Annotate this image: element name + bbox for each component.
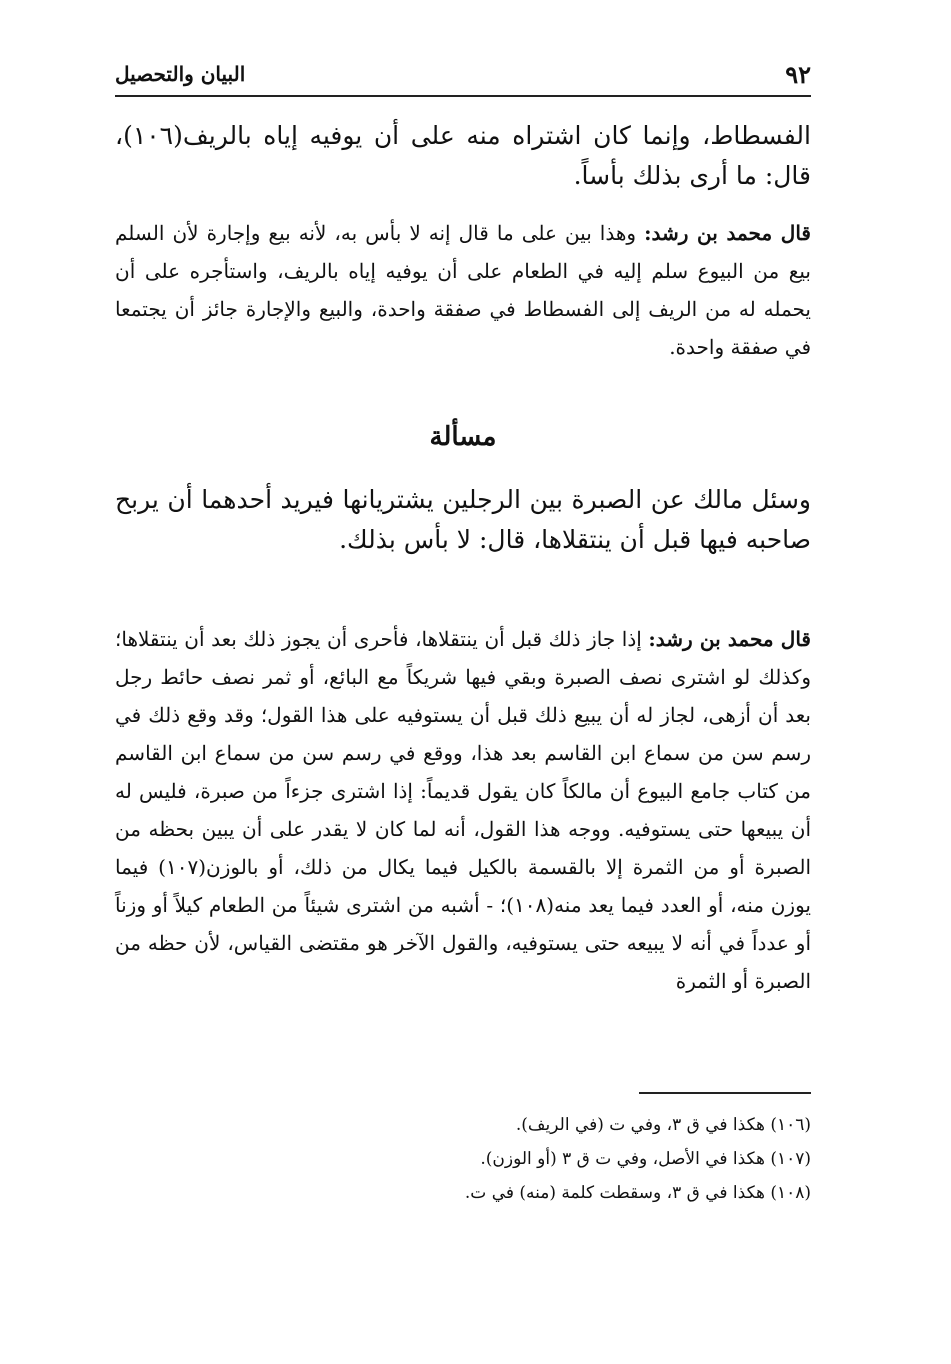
footnote-108: (١٠٨) هكذا في ق ٣، وسقطت كلمة (منه) في ت. (464, 1183, 811, 1203)
paragraph-2-text: وهذا بين على ما قال إنه لا بأس به، لأنه بيع وإجارة لأن السلم بيع من البيوع سلم إليه في الطعام على أن يوفيه إياه بالريف، واستأجره على أن يحمله له من الريف إلى الفسطاط في صفقة واحدة، والبيع والإجارة جائز أن يجتمعا في صفقة واحدة. (115, 221, 811, 359)
paragraph-4-lead: قال محمد بن رشد: (648, 627, 811, 651)
paragraph-2-lead: قال محمد بن رشد: (644, 221, 811, 245)
page-number: ٩٢ (785, 60, 811, 89)
paragraph-2 (115, 214, 811, 366)
paragraph-1-text: الفسطاط، وإنما كان اشتراه منه على أن يوفيه إياه بالريف(١٠٦)، قال: ما أرى بذلك بأساً. (115, 121, 811, 190)
footnote-107: (١٠٧) هكذا في الأصل، وفي ت ق ٣ (أو الوزن). (480, 1149, 811, 1169)
paragraph-1 (115, 116, 811, 196)
paragraph-4-text: إذا جاز ذلك قبل أن ينتقلاها، فأحرى أن يجوز ذلك بعد أن ينتقلاها؛ وكذلك لو اشترى نصف الصبرة وبقي فيها شريكاً مع البائع، أو ثمر نصف حائط رجل بعد أن أزهى، لجاز له أن يبيع ذلك قبل أن يستوفيه على هذا القول؛ وقد وقع ذلك في رسم سن من سماع ابن القاسم بعد هذا، ووقع في رسم سن من سماع ابن القاسم من كتاب جامع البيوع أن مالكاً كان يقول قديماً: إذا اشترى جزءاً من صبرة، فليس له أن يبيعها حتى يستوفيه. ووجه هذا القول، أنه لما كان لا يقدر على أن يبين بحظه من الصبرة أو من الثمرة إلا بالقسمة بالكيل فيما يكال من ذلك، أو بالوزن(١٠٧) فيما يوزن منه، أو العدد فيما يعد منه(١٠٨)؛ - أشبه من اشترى شيئاً من الطعام كيلاً أو وزناً أو عدداً في أنه لا يبيعه حتى يستوفيه، والقول الآخر هو مقتضى القياس، لأن حظه من الصبرة أو الثمرة (115, 627, 812, 993)
running-header (115, 58, 811, 90)
footnote-divider (639, 1092, 811, 1094)
paragraph-3 (115, 480, 811, 560)
book-title: البيان والتحصيل (115, 62, 246, 86)
footnotes (115, 1108, 811, 1210)
section-heading: مسألة (429, 422, 497, 452)
footnote-106: (١٠٦) هكذا في ق ٣، وفي ت (في الريف). (515, 1115, 811, 1135)
paragraph-3-text: وسئل مالك عن الصبرة بين الرجلين يشتريانها فيريد أحدهما أن يربح صاحبه فيها قبل أن ينتقلاها، قال: لا بأس بذلك. (115, 485, 811, 554)
paragraph-4 (115, 620, 811, 1000)
header-divider (115, 95, 811, 97)
